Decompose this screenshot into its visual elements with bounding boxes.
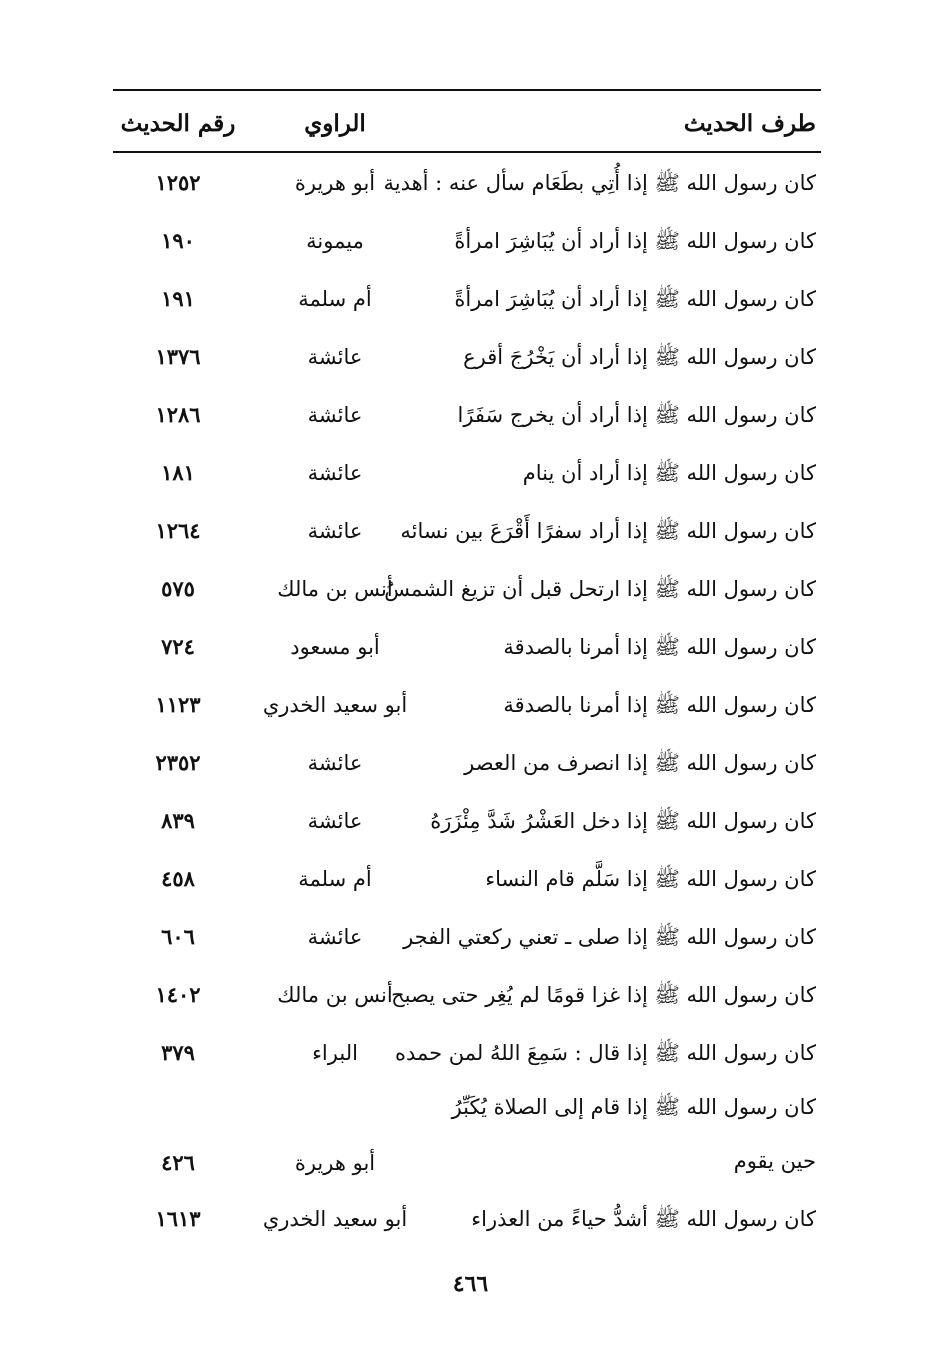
hadith-text: كان رسول الله ﷺ إذا أراد سفرًا أَقْرَعَ بين نسائه bbox=[400, 519, 816, 543]
hadith-text: كان رسول الله ﷺ إذا أُتِي بطَعَام سأل عنه : أهدية bbox=[383, 171, 816, 195]
header-narrator: الراوي bbox=[304, 110, 366, 137]
table-row bbox=[113, 908, 821, 966]
hadith-number: ١٨١ bbox=[161, 460, 195, 485]
page-number: ٤٦٦ bbox=[452, 1271, 489, 1297]
table-row bbox=[113, 1190, 821, 1248]
hadith-text: كان رسول الله ﷺ إذا صلى ـ تعني ركعتي الفجر bbox=[403, 925, 816, 949]
table-row bbox=[113, 734, 821, 792]
hadith-number: ٧٢٤ bbox=[161, 634, 195, 659]
hadith-index-table bbox=[113, 154, 821, 1248]
hadith-number: ٢٣٥٢ bbox=[155, 750, 201, 775]
hadith-number: ١٢٥٢ bbox=[155, 170, 201, 195]
narrator: عائشة bbox=[307, 809, 363, 833]
hadith-number: ١٣٧٦ bbox=[155, 344, 201, 369]
narrator: أبو هريرة bbox=[294, 1151, 376, 1175]
table-row bbox=[113, 328, 821, 386]
narrator: أنس بن مالك bbox=[277, 577, 393, 601]
narrator: عائشة bbox=[307, 403, 363, 427]
hadith-text: كان رسول الله ﷺ إذا سَلَّم قام النساء bbox=[485, 867, 816, 891]
table-row bbox=[113, 676, 821, 734]
hadith-number: ١٢٨٦ bbox=[155, 402, 201, 427]
hadith-number: ١٢٦٤ bbox=[155, 518, 201, 543]
hadith-text: كان رسول الله ﷺ إذا غزا قومًا لم يُغِر حتى يصبح bbox=[391, 983, 816, 1007]
narrator: أم سلمة bbox=[298, 867, 372, 891]
hadith-number: ١١٢٣ bbox=[155, 692, 201, 717]
hadith-text: كان رسول الله ﷺ إذا انصرف من العصر bbox=[464, 751, 816, 775]
table-row bbox=[113, 792, 821, 850]
hadith-text: كان رسول الله ﷺ إذا دخل العَشْرُ شَدَّ مِئْزَرَهُ bbox=[430, 809, 816, 833]
narrator: أم سلمة bbox=[298, 287, 372, 311]
narrator: عائشة bbox=[307, 345, 363, 369]
narrator: البراء bbox=[312, 1041, 358, 1065]
narrator: ميمونة bbox=[306, 229, 364, 253]
table-row bbox=[113, 966, 821, 1024]
header-number: رقم الحديث bbox=[120, 110, 236, 137]
hadith-text: كان رسول الله ﷺ إذا أراد أن يُبَاشِرَ امرأةً bbox=[454, 287, 816, 311]
narrator: عائشة bbox=[307, 461, 363, 485]
hadith-text: كان رسول الله ﷺ إذا أراد أن يَخْرُجَ أقرع bbox=[463, 345, 816, 369]
hadith-number: ١٦١٣ bbox=[155, 1206, 201, 1231]
table-row bbox=[113, 618, 821, 676]
narrator: عائشة bbox=[307, 519, 363, 543]
hadith-number: ١٩٠ bbox=[161, 228, 195, 253]
hadith-number: ١٤٠٢ bbox=[155, 982, 201, 1007]
header-rule bbox=[113, 151, 821, 153]
narrator: أنس بن مالك bbox=[277, 983, 393, 1007]
table-row bbox=[113, 212, 821, 270]
table-row bbox=[113, 850, 821, 908]
hadith-number: ٤٢٦ bbox=[161, 1150, 195, 1175]
hadith-text: كان رسول الله ﷺ إذا أمرنا بالصدقة bbox=[503, 693, 816, 717]
top-rule bbox=[113, 89, 821, 91]
table-row bbox=[113, 1082, 821, 1190]
hadith-text: كان رسول الله ﷺ أشدُّ حياءً من العذراء bbox=[471, 1207, 816, 1231]
hadith-number: ٥٧٥ bbox=[161, 576, 195, 601]
hadith-number: ٨٣٩ bbox=[161, 808, 195, 833]
hadith-text: كان رسول الله ﷺ إذا قال : سَمِعَ اللهُ لمن حمده bbox=[394, 1041, 816, 1065]
table-row bbox=[113, 270, 821, 328]
hadith-text: كان رسول الله ﷺ إذا ارتحل قبل أن تزيغ الشمسُ bbox=[384, 577, 816, 601]
narrator: عائشة bbox=[307, 925, 363, 949]
table-row bbox=[113, 386, 821, 444]
table-row bbox=[113, 444, 821, 502]
hadith-text: كان رسول الله ﷺ إذا أراد أن يخرج سَفَرًا bbox=[457, 403, 816, 427]
table-row bbox=[113, 560, 821, 618]
narrator: أبو سعيد الخدري bbox=[262, 693, 408, 717]
hadith-number: ٣٧٩ bbox=[161, 1040, 195, 1065]
hadith-number: ١٩١ bbox=[161, 286, 195, 311]
hadith-text: كان رسول الله ﷺ إذا قام إلى الصلاة يُكَبِّرُ حين يقوم bbox=[451, 1095, 816, 1173]
narrator: عائشة bbox=[307, 751, 363, 775]
header-hadith: طرف الحديث bbox=[683, 110, 816, 137]
table-row bbox=[113, 1024, 821, 1082]
narrator: أبو هريرة bbox=[294, 171, 376, 195]
table-row bbox=[113, 154, 821, 212]
hadith-text: كان رسول الله ﷺ إذا أراد أن يُبَاشِرَ امرأةً bbox=[454, 229, 816, 253]
narrator: أبو سعيد الخدري bbox=[262, 1207, 408, 1231]
hadith-text: كان رسول الله ﷺ إذا أراد أن ينام bbox=[522, 461, 816, 485]
hadith-text: كان رسول الله ﷺ إذا أمرنا بالصدقة bbox=[503, 635, 816, 659]
table-row bbox=[113, 502, 821, 560]
hadith-number: ٤٥٨ bbox=[161, 866, 195, 891]
hadith-number: ٦٠٦ bbox=[161, 924, 195, 949]
narrator: أبو مسعود bbox=[290, 635, 380, 659]
